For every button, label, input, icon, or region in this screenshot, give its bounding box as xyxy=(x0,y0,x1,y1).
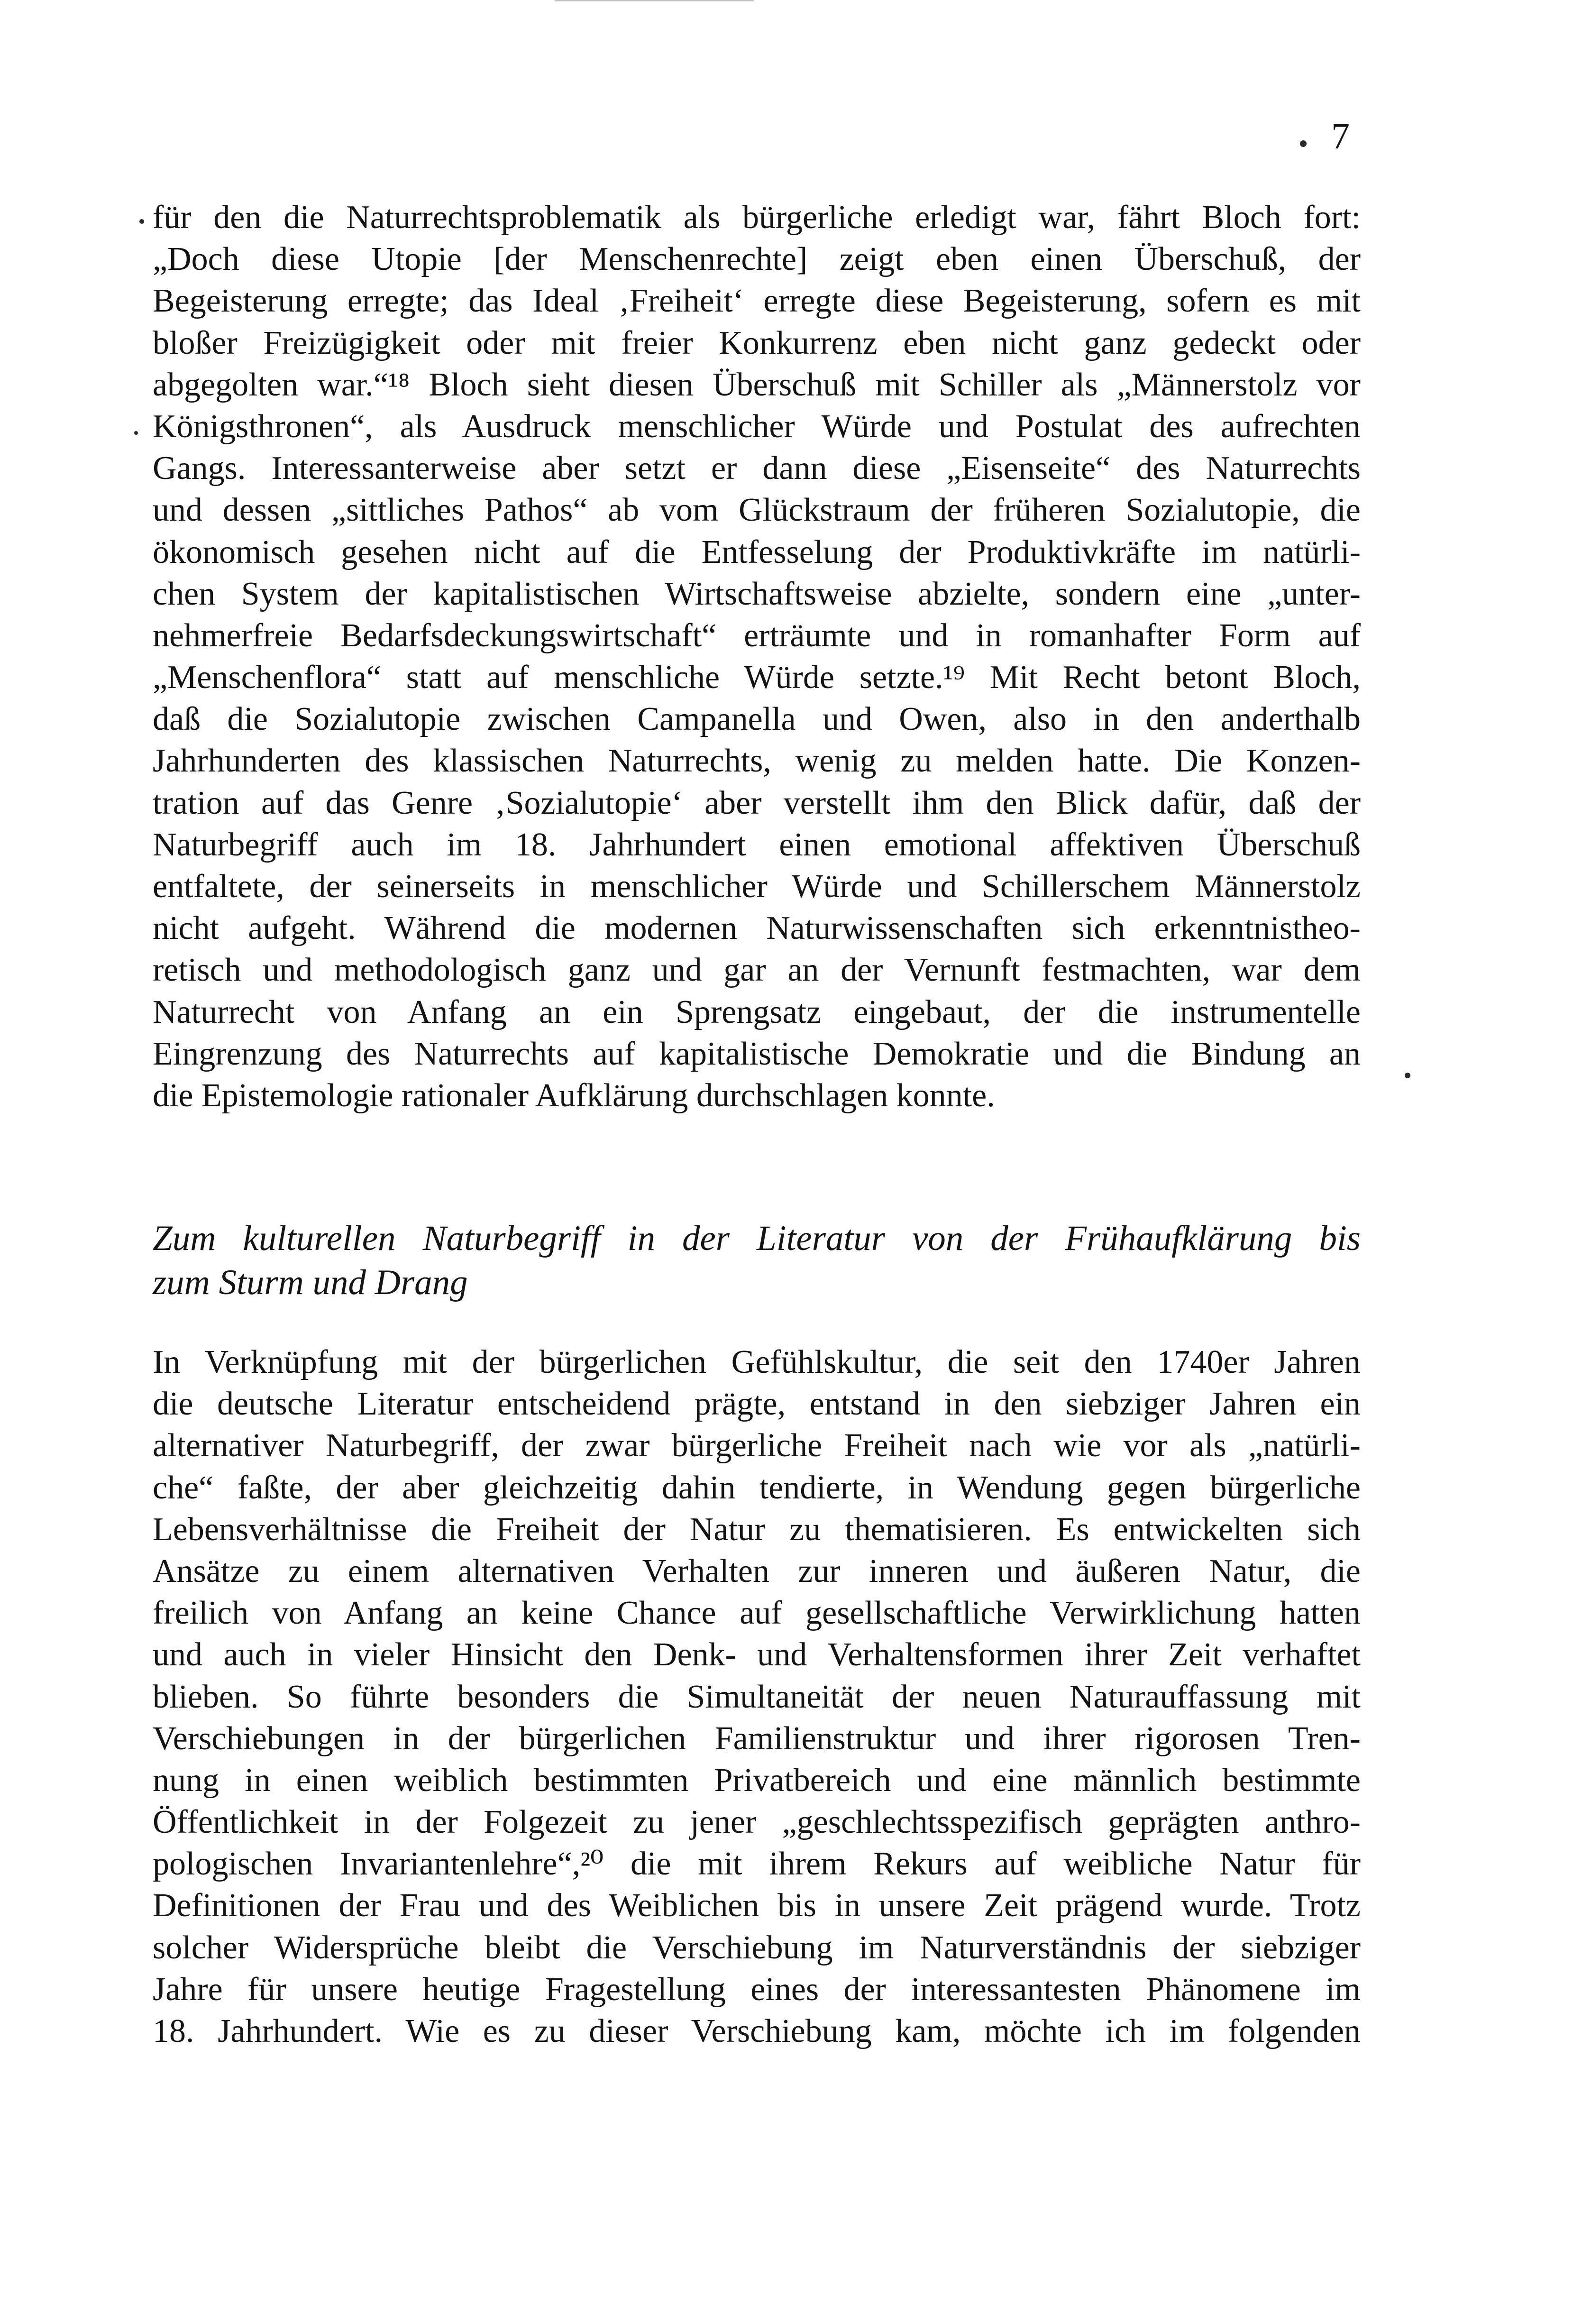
text-line: und auch in vieler Hinsicht den Denk- und Verhaltensformen ihrer Zeit verhaftet xyxy=(153,1636,1361,1673)
text-line: Naturbegriff auch im 18. Jahrhundert einen emotional affektiven Überschuß xyxy=(153,826,1361,863)
text-line: In Verknüpfung mit der bürgerlichen Gefühlskultur, die seit den 1740er Jahren xyxy=(153,1344,1361,1380)
text-line: Gangs. Interessanterweise aber setzt er dann diese „Eisenseite“ des Naturrechts xyxy=(153,450,1361,487)
text-line: Begeisterung erregte; das Ideal ‚Freiheit‘ erregte diese Begeisterung, sofern es mit xyxy=(153,283,1361,320)
text-line: solcher Widersprüche bleibt die Verschiebung im Naturverständnis der siebziger xyxy=(153,1929,1361,1966)
text-line: Verschiebungen in der bürgerlichen Familienstruktur und ihrer rigorosen Tren- xyxy=(153,1720,1361,1757)
text-line: retisch und methodologisch ganz und gar an der Vernunft festmachten, war dem xyxy=(153,952,1361,989)
scan-speck xyxy=(139,219,144,224)
text-line: che“ faßte, der aber gleichzeitig dahin tendierte, in Wendung gegen bürgerliche xyxy=(153,1469,1361,1506)
text-line: nehmerfreie Bedarfsdeckungswirtschaft“ erträumte und in romanhafter Form auf xyxy=(153,617,1361,654)
text-line: freilich von Anfang an keine Chance auf gesellschaftliche Verwirklichung hatten xyxy=(153,1595,1361,1632)
text-line: Ansätze zu einem alternativen Verhalten zur inneren und äußeren Natur, die xyxy=(153,1552,1361,1589)
text-line: Jahre für unsere heutige Fragestellung eines der interessantesten Phänomene im xyxy=(153,1971,1361,2008)
text-line: nicht aufgeht. Während die modernen Naturwissenschaften sich erkenntnistheo- xyxy=(153,910,1361,947)
text-line: Eingrenzung des Naturrechts auf kapitalistische Demokratie und die Bindung an xyxy=(153,1035,1361,1072)
text-line: daß die Sozialutopie zwischen Campanella und Owen, also in den anderthalb xyxy=(153,701,1361,738)
scan-artifact-line xyxy=(555,0,754,1)
text-line: alternativer Naturbegriff, der zwar bürgerliche Freiheit nach wie vor als „natürli- xyxy=(153,1427,1361,1464)
text-line: und dessen „sittliches Pathos“ ab vom Glückstraum der früheren Sozialutopie, die xyxy=(153,492,1361,529)
scan-speck xyxy=(134,431,138,435)
text-line: die deutsche Literatur entscheidend prägte, entstand in den siebziger Jahren ein xyxy=(153,1386,1361,1423)
paragraph-2 xyxy=(153,1341,1361,2052)
text-line: chen System der kapitalistischen Wirtschaftsweise abzielte, sondern eine „unter- xyxy=(153,575,1361,612)
text-line: abgegolten war.“¹⁸ Bloch sieht diesen Überschuß mit Schiller als „Männerstolz vor xyxy=(153,366,1361,403)
text-line: entfaltete, der seinerseits in menschlicher Würde und Schillerschem Männerstolz xyxy=(153,868,1361,905)
text-line: ökonomisch gesehen nicht auf die Entfesselung der Produktivkräfte im natürli- xyxy=(153,533,1361,570)
heading-line: Zum kulturellen Naturbegriff in der Literatur von der Frühaufklärung bis xyxy=(153,1219,1361,1258)
paragraph-1 xyxy=(153,197,1361,1117)
text-line: „Menschenflora“ statt auf menschliche Würde setzte.¹⁹ Mit Recht betont Bloch, xyxy=(153,659,1361,696)
heading-line: zum Sturm und Drang xyxy=(153,1263,468,1302)
text-line: Öffentlichkeit in der Folgezeit zu jener „geschlechtsspezifisch geprägten anthro- xyxy=(153,1804,1361,1841)
text-line: nung in einen weiblich bestimmten Privatbereich und eine männlich bestimmte xyxy=(153,1762,1361,1799)
text-line: Definitionen der Frau und des Weiblichen bis in unsere Zeit prägend wurde. Trotz xyxy=(153,1887,1361,1924)
section-heading xyxy=(153,1216,1361,1304)
text-line: 18. Jahrhundert. Wie es zu dieser Verschiebung kam, möchte ich im folgenden xyxy=(153,2013,1361,2049)
text-line: Lebensverhältnisse die Freiheit der Natur zu thematisieren. Es entwickelten sich xyxy=(153,1511,1361,1548)
text-line: Naturrecht von Anfang an ein Sprengsatz eingebaut, der die instrumentelle xyxy=(153,993,1361,1030)
text-line: tration auf das Genre ‚Sozialutopie‘ aber verstellt ihm den Blick dafür, daß der xyxy=(153,784,1361,821)
text-line: pologischen Invariantenlehre“,²⁰ die mit ihrem Rekurs auf weibliche Natur für xyxy=(153,1846,1361,1883)
text-line: Jahrhunderten des klassischen Naturrechts, wenig zu melden hatte. Die Konzen- xyxy=(153,743,1361,780)
text-line: blieben. So führte besonders die Simultaneität der neuen Naturauffassung mit xyxy=(153,1678,1361,1715)
scan-speck xyxy=(1300,140,1307,147)
text-line: „Doch diese Utopie [der Menschenrechte] zeigt eben einen Überschuß, der xyxy=(153,241,1361,278)
scan-speck xyxy=(1405,1073,1410,1078)
text-line: die Epistemologie rationaler Aufklärung durchschlagen konnte. xyxy=(153,1077,995,1114)
text-line: bloßer Freizügigkeit oder mit freier Konkurrenz eben nicht ganz gedeckt oder xyxy=(153,324,1361,361)
text-line: Königsthronen“, als Ausdruck menschlicher Würde und Postulat des aufrechten xyxy=(153,408,1361,445)
text-line: für den die Naturrechtsproblematik als bürgerliche erledigt war, fährt Bloch fort: xyxy=(153,199,1361,236)
page-number: 7 xyxy=(1331,115,1350,156)
